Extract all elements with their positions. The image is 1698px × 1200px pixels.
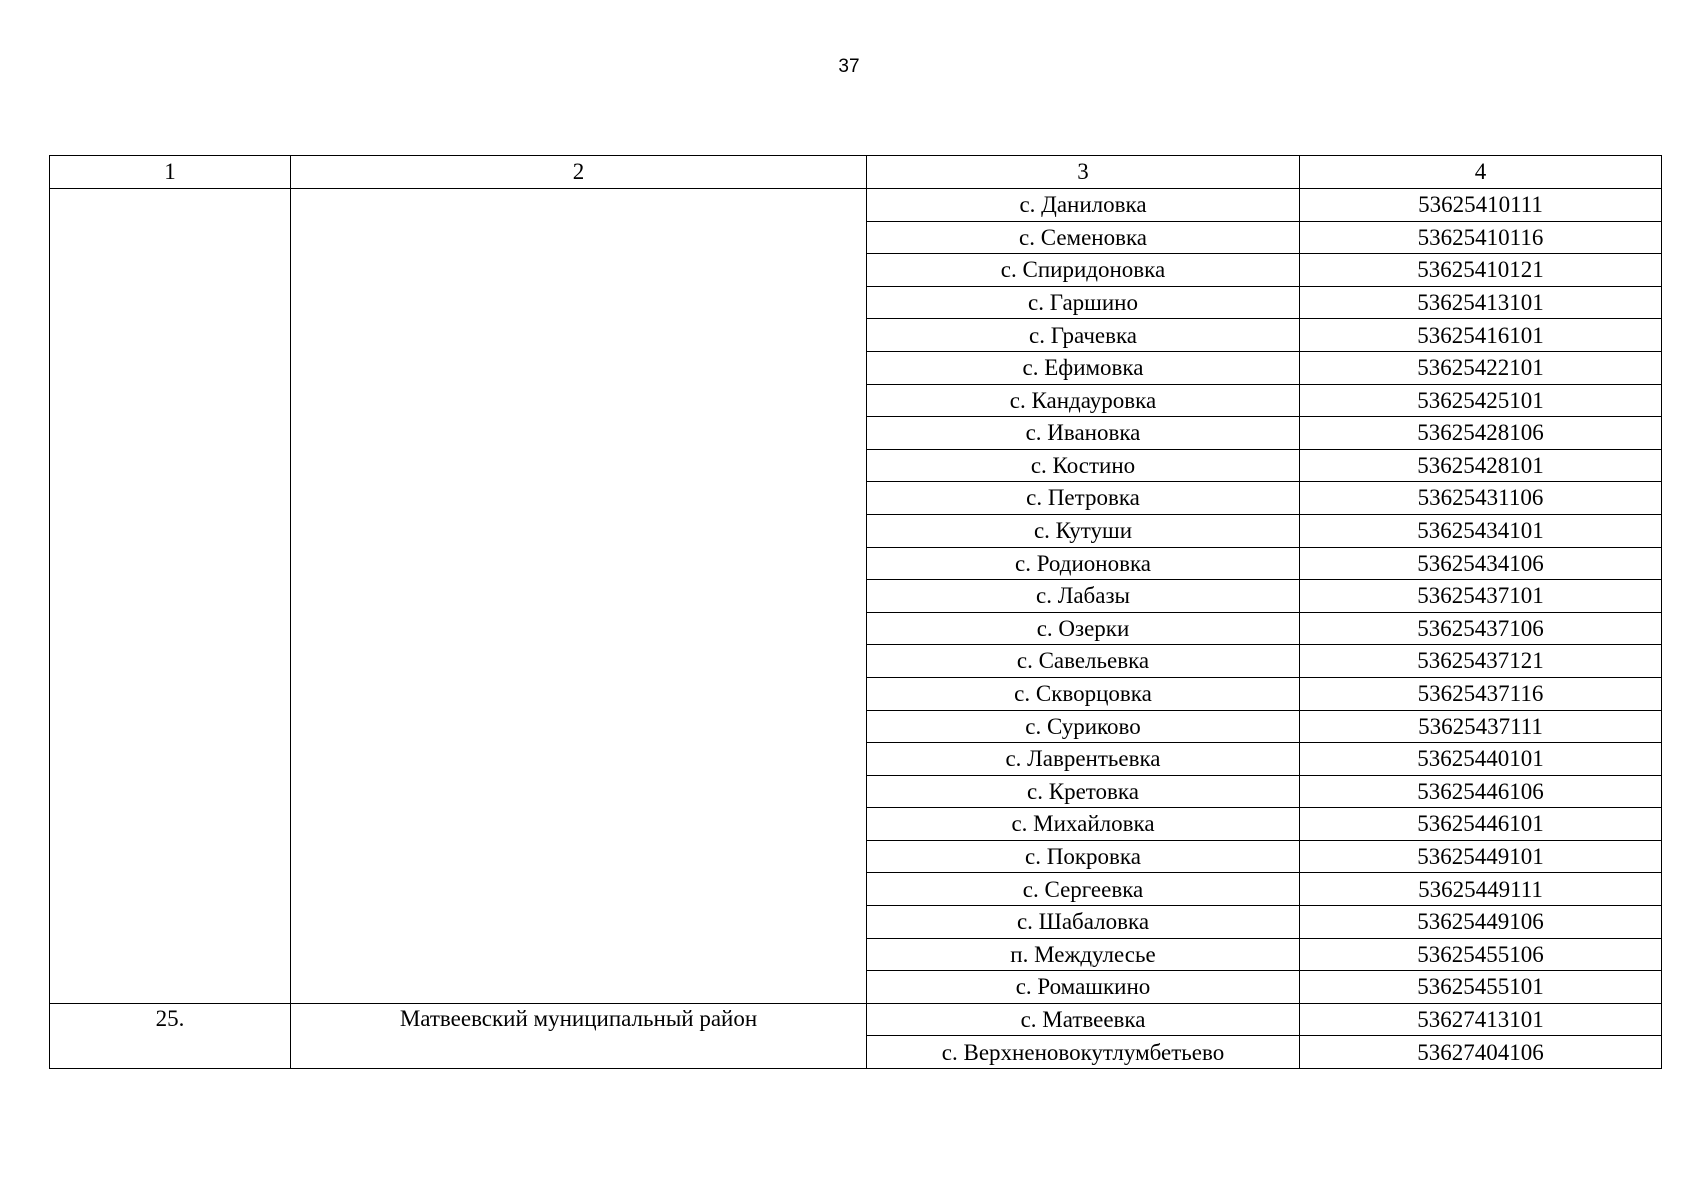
table-row xyxy=(50,189,1662,222)
settlement-cell: с. Савельевка xyxy=(867,645,1300,678)
code-cell: 53625455106 xyxy=(1300,938,1662,971)
header-col-2: 2 xyxy=(291,156,867,189)
code-cell: 53627404106 xyxy=(1300,1036,1662,1069)
code-cell: 53625410111 xyxy=(1300,189,1662,222)
code-cell: 53625440101 xyxy=(1300,743,1662,776)
code-cell: 53625416101 xyxy=(1300,319,1662,352)
code-cell: 53625422101 xyxy=(1300,351,1662,384)
settlement-cell: с. Скворцовка xyxy=(867,677,1300,710)
settlement-cell: с. Шабаловка xyxy=(867,906,1300,939)
settlement-cell: с. Спиридоновка xyxy=(867,254,1300,287)
code-cell: 53625437111 xyxy=(1300,710,1662,743)
settlement-cell: с. Грачевка xyxy=(867,319,1300,352)
settlement-cell: с. Верхненовокутлумбетьево xyxy=(867,1036,1300,1069)
code-cell: 53625425101 xyxy=(1300,384,1662,417)
code-cell: 53625437116 xyxy=(1300,677,1662,710)
code-cell: 53625410116 xyxy=(1300,221,1662,254)
settlement-cell: с. Суриково xyxy=(867,710,1300,743)
code-cell: 53625449106 xyxy=(1300,906,1662,939)
settlement-cell: с. Ромашкино xyxy=(867,971,1300,1004)
code-cell: 53625413101 xyxy=(1300,286,1662,319)
code-cell: 53625449111 xyxy=(1300,873,1662,906)
code-cell: 53625434106 xyxy=(1300,547,1662,580)
code-cell: 53625434101 xyxy=(1300,514,1662,547)
district-cell: Матвеевский муниципальный район xyxy=(291,1003,867,1068)
code-cell: 53625437106 xyxy=(1300,612,1662,645)
code-cell: 53625446101 xyxy=(1300,808,1662,841)
settlement-cell: с. Михайловка xyxy=(867,808,1300,841)
header-col-3: 3 xyxy=(867,156,1300,189)
code-cell: 53625428106 xyxy=(1300,417,1662,450)
table-header-row xyxy=(50,156,1662,189)
header-col-1: 1 xyxy=(50,156,291,189)
settlement-cell: с. Даниловка xyxy=(867,189,1300,222)
settlement-cell: с. Сергеевка xyxy=(867,873,1300,906)
settlement-cell: с. Покровка xyxy=(867,840,1300,873)
code-cell: 53625410121 xyxy=(1300,254,1662,287)
header-col-4: 4 xyxy=(1300,156,1662,189)
settlement-cell: с. Ивановка xyxy=(867,417,1300,450)
settlement-cell: с. Лабазы xyxy=(867,580,1300,613)
code-cell: 53625437121 xyxy=(1300,645,1662,678)
code-cell: 53627413101 xyxy=(1300,1003,1662,1036)
settlement-cell: с. Кутуши xyxy=(867,514,1300,547)
code-cell: 53625431106 xyxy=(1300,482,1662,515)
settlement-cell: с. Озерки xyxy=(867,612,1300,645)
code-cell: 53625455101 xyxy=(1300,971,1662,1004)
settlement-cell: п. Междулесье xyxy=(867,938,1300,971)
code-cell: 53625437101 xyxy=(1300,580,1662,613)
settlement-cell: с. Гаршино xyxy=(867,286,1300,319)
settlement-cell: с. Лаврентьевка xyxy=(867,743,1300,776)
settlement-cell: с. Ефимовка xyxy=(867,351,1300,384)
settlement-cell: с. Матвеевка xyxy=(867,1003,1300,1036)
table-row xyxy=(50,1003,1662,1036)
settlement-cell: с. Кретовка xyxy=(867,775,1300,808)
group-number-cell xyxy=(50,189,291,1004)
settlements-table xyxy=(49,155,1662,1069)
settlement-cell: с. Родионовка xyxy=(867,547,1300,580)
code-cell: 53625428101 xyxy=(1300,449,1662,482)
settlement-cell: с. Петровка xyxy=(867,482,1300,515)
page-number: 37 xyxy=(838,56,860,77)
settlement-cell: с. Костино xyxy=(867,449,1300,482)
group-number-cell: 25. xyxy=(50,1003,291,1068)
code-cell: 53625446106 xyxy=(1300,775,1662,808)
code-cell: 53625449101 xyxy=(1300,840,1662,873)
district-cell xyxy=(291,189,867,1004)
settlement-cell: с. Семеновка xyxy=(867,221,1300,254)
settlement-cell: с. Кандауровка xyxy=(867,384,1300,417)
